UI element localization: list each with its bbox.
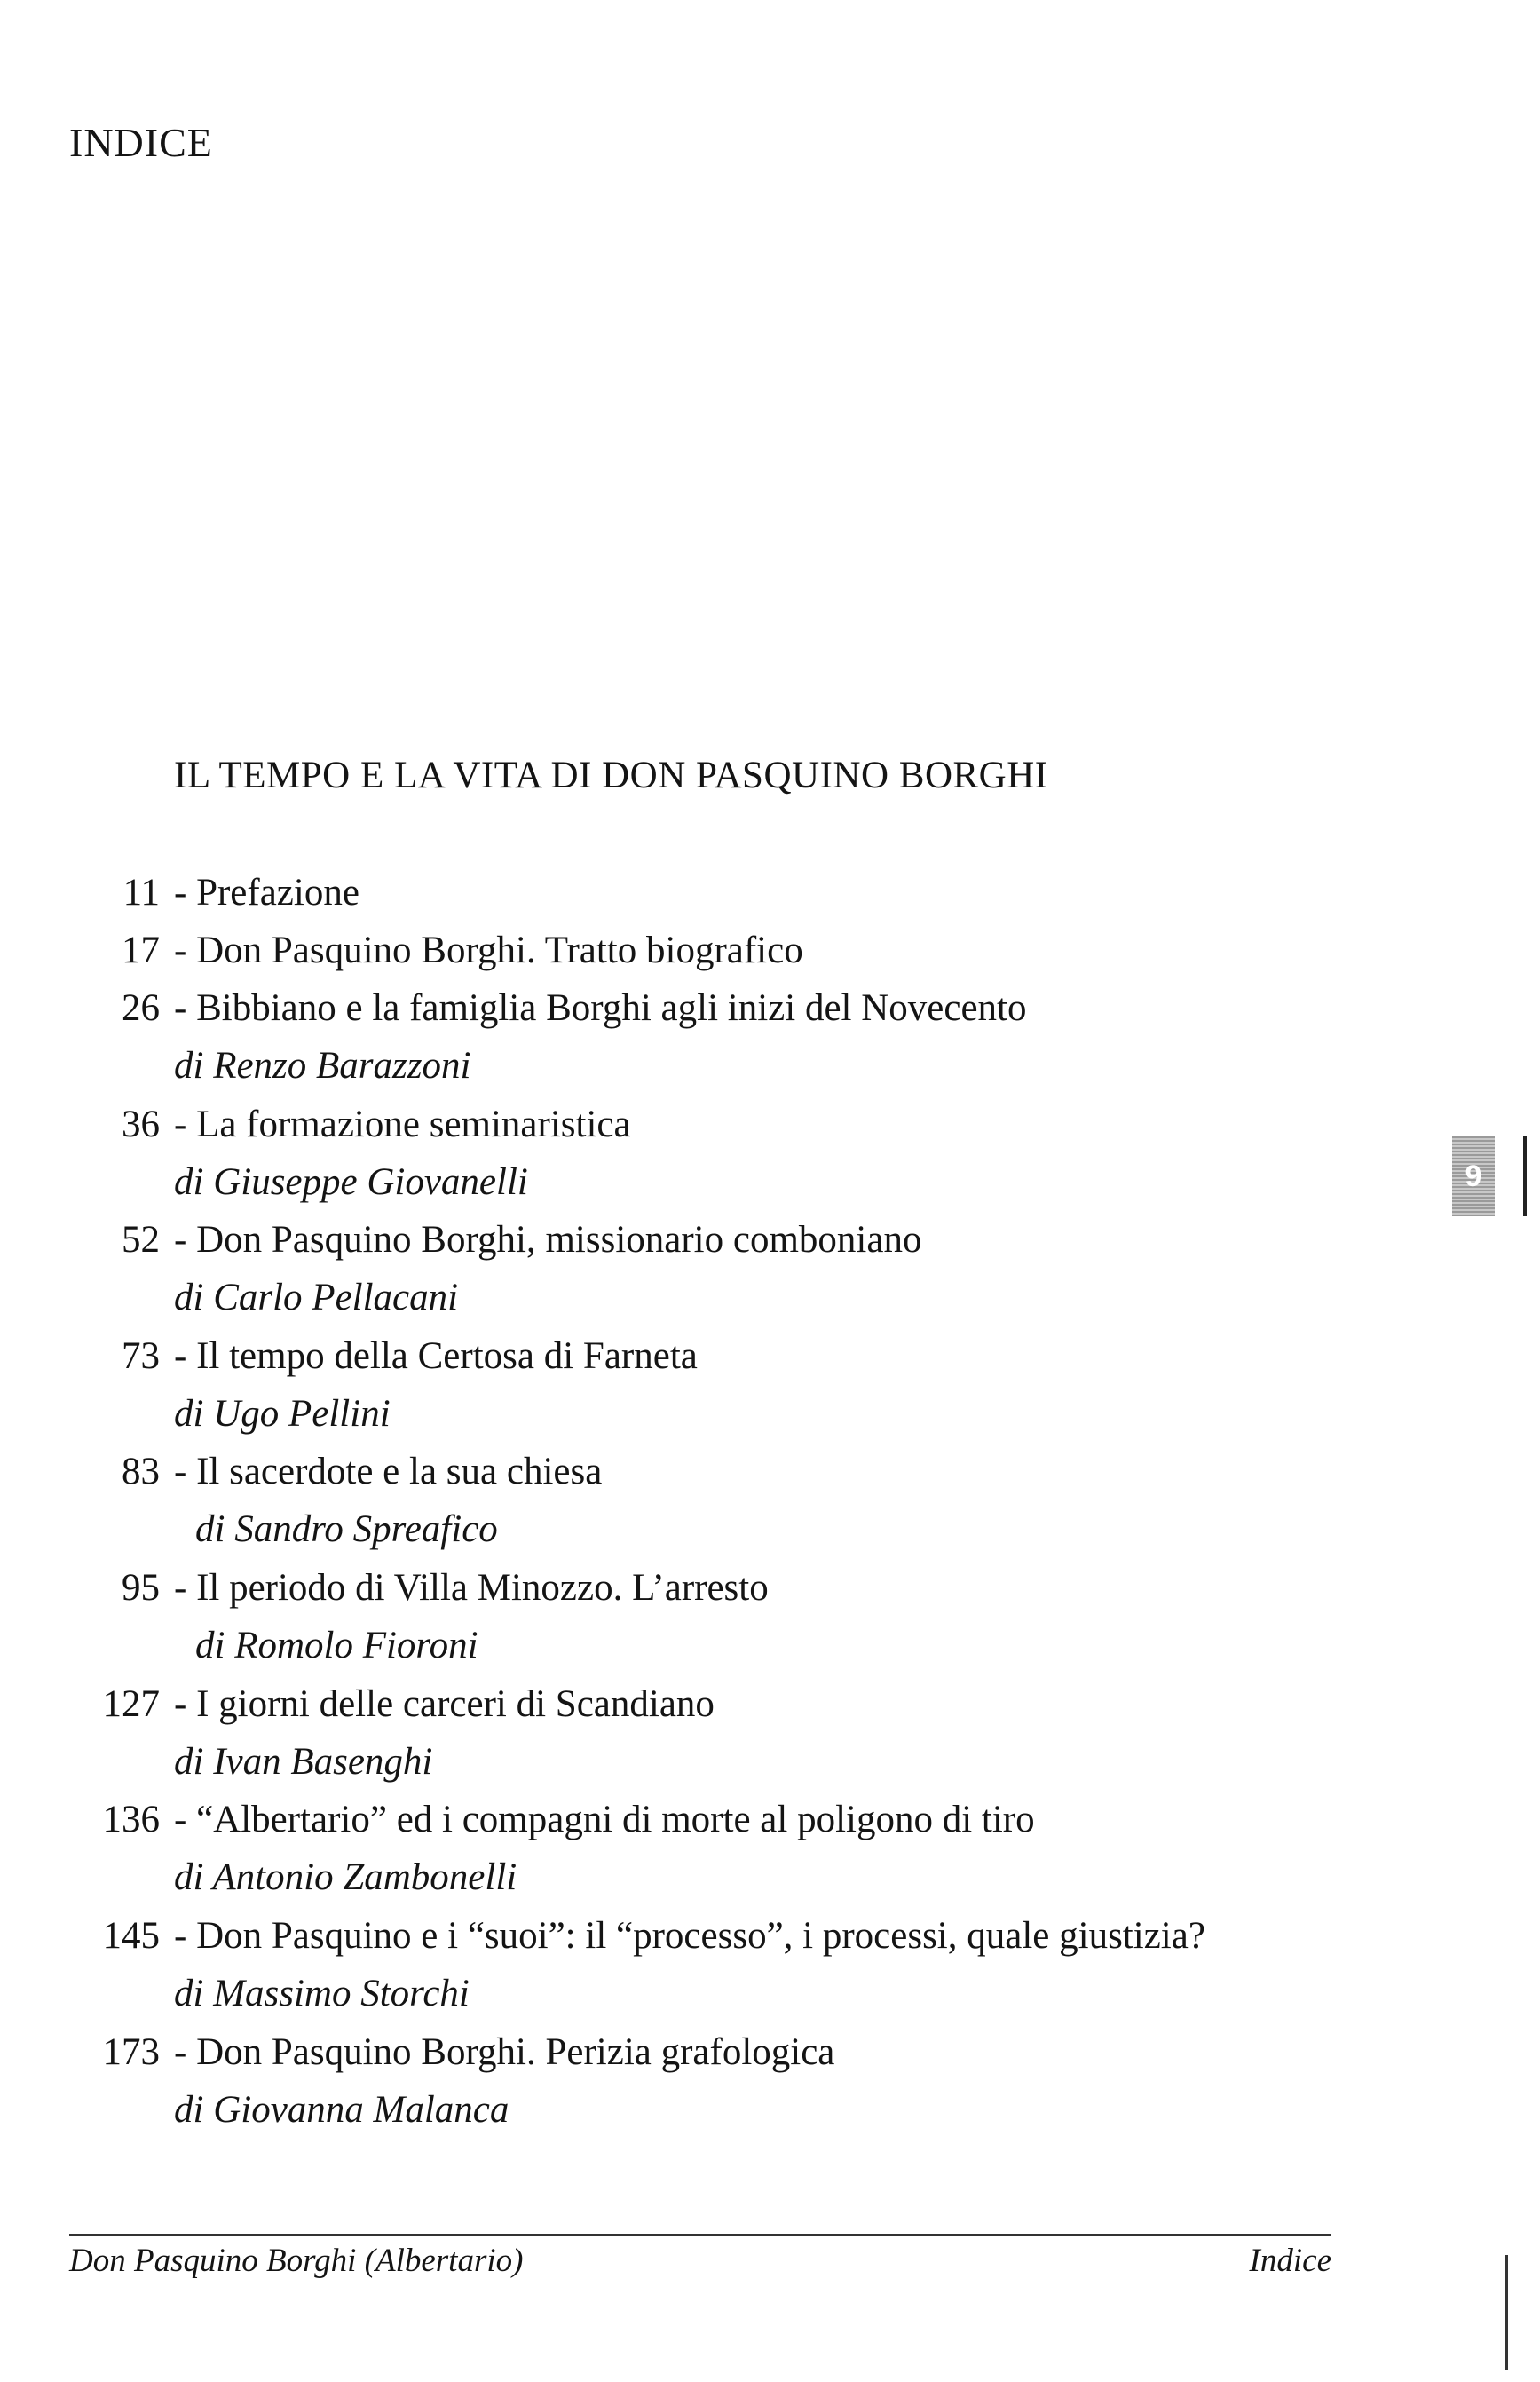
toc-entry-author: di Sandro Spreafico [195, 1508, 498, 1550]
chapter-tab-label: 9 [1465, 1159, 1482, 1193]
toc-entry-author: di Giuseppe Giovanelli [174, 1161, 528, 1203]
footer-section-name: Indice [1249, 2243, 1331, 2279]
toc-entry-title: - Il tempo della Certosa di Farneta [174, 1335, 698, 1377]
toc-entry [0, 1100, 1420, 1150]
toc-entry [0, 1911, 1420, 1961]
toc-entry-author: di Massimo Storchi [174, 1973, 470, 2014]
toc-entry-title: - Don Pasquino Borghi. Perizia grafologica [174, 2031, 835, 2073]
toc-page-number: 73 [122, 1335, 160, 1377]
toc-entry-title: - Don Pasquino Borghi, missionario comboniano [174, 1219, 922, 1261]
toc-entry [0, 926, 1420, 976]
toc-entry [0, 1563, 1420, 1613]
section-title: IL TEMPO E LA VITA DI DON PASQUINO BORGHI [174, 755, 1048, 796]
chapter-tab-edge [1523, 1136, 1527, 1216]
toc-entry [0, 984, 1420, 1033]
toc-entry-title: - Il periodo di Villa Minozzo. L’arresto [174, 1567, 769, 1609]
toc-page-number: 95 [122, 1567, 160, 1609]
index-title: INDICE [69, 120, 213, 165]
toc-page-number: 17 [122, 930, 160, 971]
toc-entry [0, 1795, 1420, 1845]
toc-entry-author: di Carlo Pellacani [174, 1277, 459, 1318]
toc-page-number: 83 [122, 1451, 160, 1492]
chapter-tab [1452, 1136, 1495, 1216]
footer-book-title: Don Pasquino Borghi (Albertario) [69, 2243, 524, 2279]
toc-entry-title: - Bibbiano e la famiglia Borghi agli inizi del Novecento [174, 987, 1027, 1029]
toc-entry-title: - Don Pasquino e i “suoi”: il “processo”, i processi, quale giustizia? [174, 1915, 1205, 1957]
toc-entry-author: di Ugo Pellini [174, 1393, 391, 1435]
toc-entry-author: di Giovanna Malanca [174, 2089, 509, 2131]
toc-entry-author: di Romolo Fioroni [195, 1625, 478, 1666]
toc-entry [0, 1680, 1420, 1729]
toc-page-number: 173 [102, 2031, 160, 2073]
toc-entry [0, 2028, 1420, 2077]
toc-page-number: 145 [102, 1915, 160, 1957]
toc-entry-title: - “Albertario” ed i compagni di morte al poligono di tiro [174, 1799, 1035, 1840]
toc-page-number: 52 [122, 1219, 160, 1261]
toc-page-number: 26 [122, 987, 160, 1029]
toc-entry [0, 1332, 1420, 1381]
toc-entry-title: - Prefazione [174, 872, 359, 914]
page-edge-mark [1505, 2255, 1508, 2370]
toc-page-number: 127 [102, 1683, 160, 1725]
toc-entry-title: - Il sacerdote e la sua chiesa [174, 1451, 603, 1492]
toc-page-number: 36 [122, 1104, 160, 1145]
toc-entry-author: di Renzo Barazzoni [174, 1045, 471, 1087]
toc-entry-author: di Ivan Basenghi [174, 1741, 433, 1783]
toc-entry-title: - La formazione seminaristica [174, 1104, 631, 1145]
toc-entry [0, 1215, 1420, 1265]
toc-entry-title: - Don Pasquino Borghi. Tratto biografico [174, 930, 803, 971]
toc-entry-author: di Antonio Zambonelli [174, 1856, 517, 1898]
toc-entry [0, 868, 1420, 918]
toc-entry [0, 1447, 1420, 1497]
footer-divider [69, 2234, 1331, 2236]
toc-page-number: 11 [122, 872, 160, 914]
toc-entry-title: - I giorni delle carceri di Scandiano [174, 1683, 715, 1725]
toc-page-number: 136 [102, 1799, 160, 1840]
